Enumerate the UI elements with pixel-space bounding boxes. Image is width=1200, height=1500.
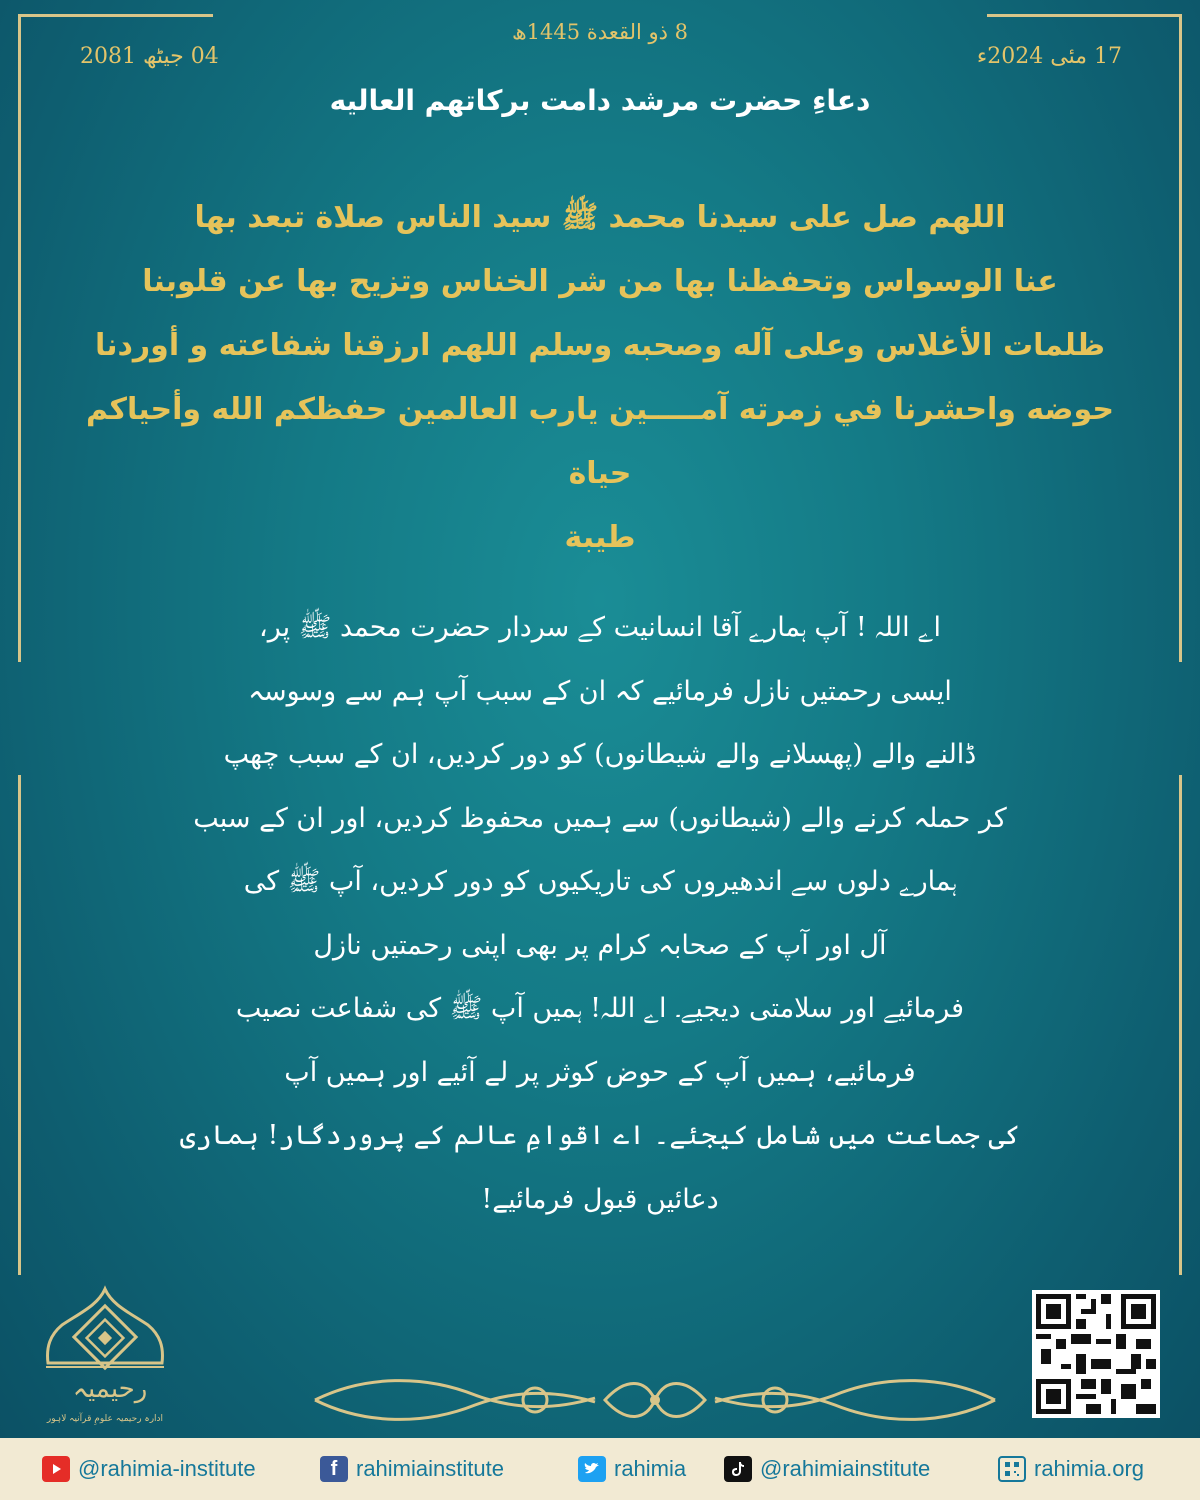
frame-top-left bbox=[18, 14, 213, 17]
urdu-line: ایسی رحمتیں نازل فرمائیے کہ ان کے سبب آپ ہم سے وسوسہ bbox=[248, 675, 952, 707]
website-link[interactable] bbox=[998, 1456, 1144, 1482]
tiktok-icon bbox=[724, 1456, 752, 1482]
svg-text:ادارہ رحیمیہ علومِ قرآنیہ لاہو: ادارہ رحیمیہ علومِ قرآنیہ لاہور bbox=[46, 1414, 164, 1424]
date-gregorian: 17 مئی 2024ء bbox=[976, 44, 1122, 69]
rahimia-logo-icon bbox=[40, 1285, 170, 1435]
arabic-line: حوضه واحشرنا في زمرته آمـــــین یارب العالمین حفظکم الله وأحیاکم حیاة bbox=[86, 392, 1114, 491]
twitter-handle: rahimia bbox=[614, 1456, 687, 1481]
urdu-line: کی جماعت میں شامل کیجئے۔ اے اقوامِ عالم کے پروردگار! ہماری bbox=[179, 1120, 1021, 1151]
frame-left-lower bbox=[18, 775, 21, 1275]
twitter-icon bbox=[578, 1456, 606, 1482]
twitter-link[interactable] bbox=[578, 1456, 686, 1482]
tiktok-handle: @rahimiainstitute bbox=[760, 1456, 931, 1481]
urdu-translation bbox=[150, 596, 1050, 1231]
facebook-link[interactable] bbox=[320, 1456, 504, 1482]
urdu-line: فرمائیے، ہمیں آپ کے حوض کوثر پر لے آئیے اور ہمیں آپ bbox=[284, 1056, 916, 1088]
urdu-line: اے اللہ ! آپ ہمارے آقا انسانیت کے سردار حضرت محمد ﷺ پر، bbox=[259, 612, 941, 643]
youtube-link[interactable] bbox=[42, 1456, 256, 1482]
urdu-line: فرمائیے اور سلامتی دیجیے۔ اے اللہ! ہمیں آپ ﷺ کی شفاعت نصیب bbox=[235, 993, 965, 1024]
ornament-flourish bbox=[305, 1370, 1005, 1430]
arabic-line: اللهم صل علی سیدنا محمد ﷺ سید الناس صلاة تبعد بها bbox=[194, 200, 1006, 235]
urdu-line: کر حملہ کرنے والے (شیطانوں) سے ہمیں محفوظ کردیں، اور ان کے سبب bbox=[193, 802, 1007, 834]
frame-top-right bbox=[987, 14, 1182, 17]
qr-code-icon[interactable] bbox=[1032, 1290, 1160, 1418]
urdu-line: آل اور آپ کے صحابہ کرام پر بھی اپنی رحمتیں نازل bbox=[313, 929, 887, 961]
svg-text:رحیمیہ: رحیمیہ bbox=[72, 1374, 148, 1404]
arabic-dua bbox=[80, 186, 1120, 570]
page-title: دعاءِ حضرت مرشد دامت برکاتهم العالیه bbox=[329, 84, 871, 117]
youtube-handle: @rahimia-institute bbox=[78, 1456, 256, 1481]
website-url: rahimia.org bbox=[1034, 1456, 1145, 1481]
arabic-line: طیبة bbox=[564, 520, 636, 555]
urdu-line: ڈالنے والے (پھسلانے والے شیطانوں) کو دور کردیں، ان کے سبب چھپ bbox=[223, 739, 977, 770]
facebook-icon: f bbox=[320, 1456, 348, 1482]
footer-bar bbox=[0, 1438, 1200, 1500]
facebook-handle: rahimiainstitute bbox=[356, 1456, 504, 1481]
website-qr-icon bbox=[998, 1456, 1026, 1482]
arabic-line: ظلمات الأغلاس وعلی آله وصحبه وسلم اللهم ارزقنا شفاعته و أوردنا bbox=[94, 328, 1106, 363]
date-bikrami: 04 جیٹھ 2081 bbox=[80, 44, 219, 69]
urdu-line: ہمارے دلوں سے اندھیروں کی تاریکیوں کو دور کردیں، آپ ﷺ کی bbox=[243, 866, 957, 897]
urdu-line: دعائیں قبول فرمائیے! bbox=[481, 1183, 719, 1215]
arabic-line: عنا الوسواس وتحفظنا بها من شر الخناس وتزیح بها عن قلوبنا bbox=[142, 264, 1058, 299]
youtube-icon bbox=[42, 1456, 70, 1482]
tiktok-link[interactable] bbox=[724, 1456, 930, 1482]
date-hijri: 8 ذو القعدة 1445ھ bbox=[511, 20, 689, 44]
frame-right-lower bbox=[1179, 775, 1182, 1275]
